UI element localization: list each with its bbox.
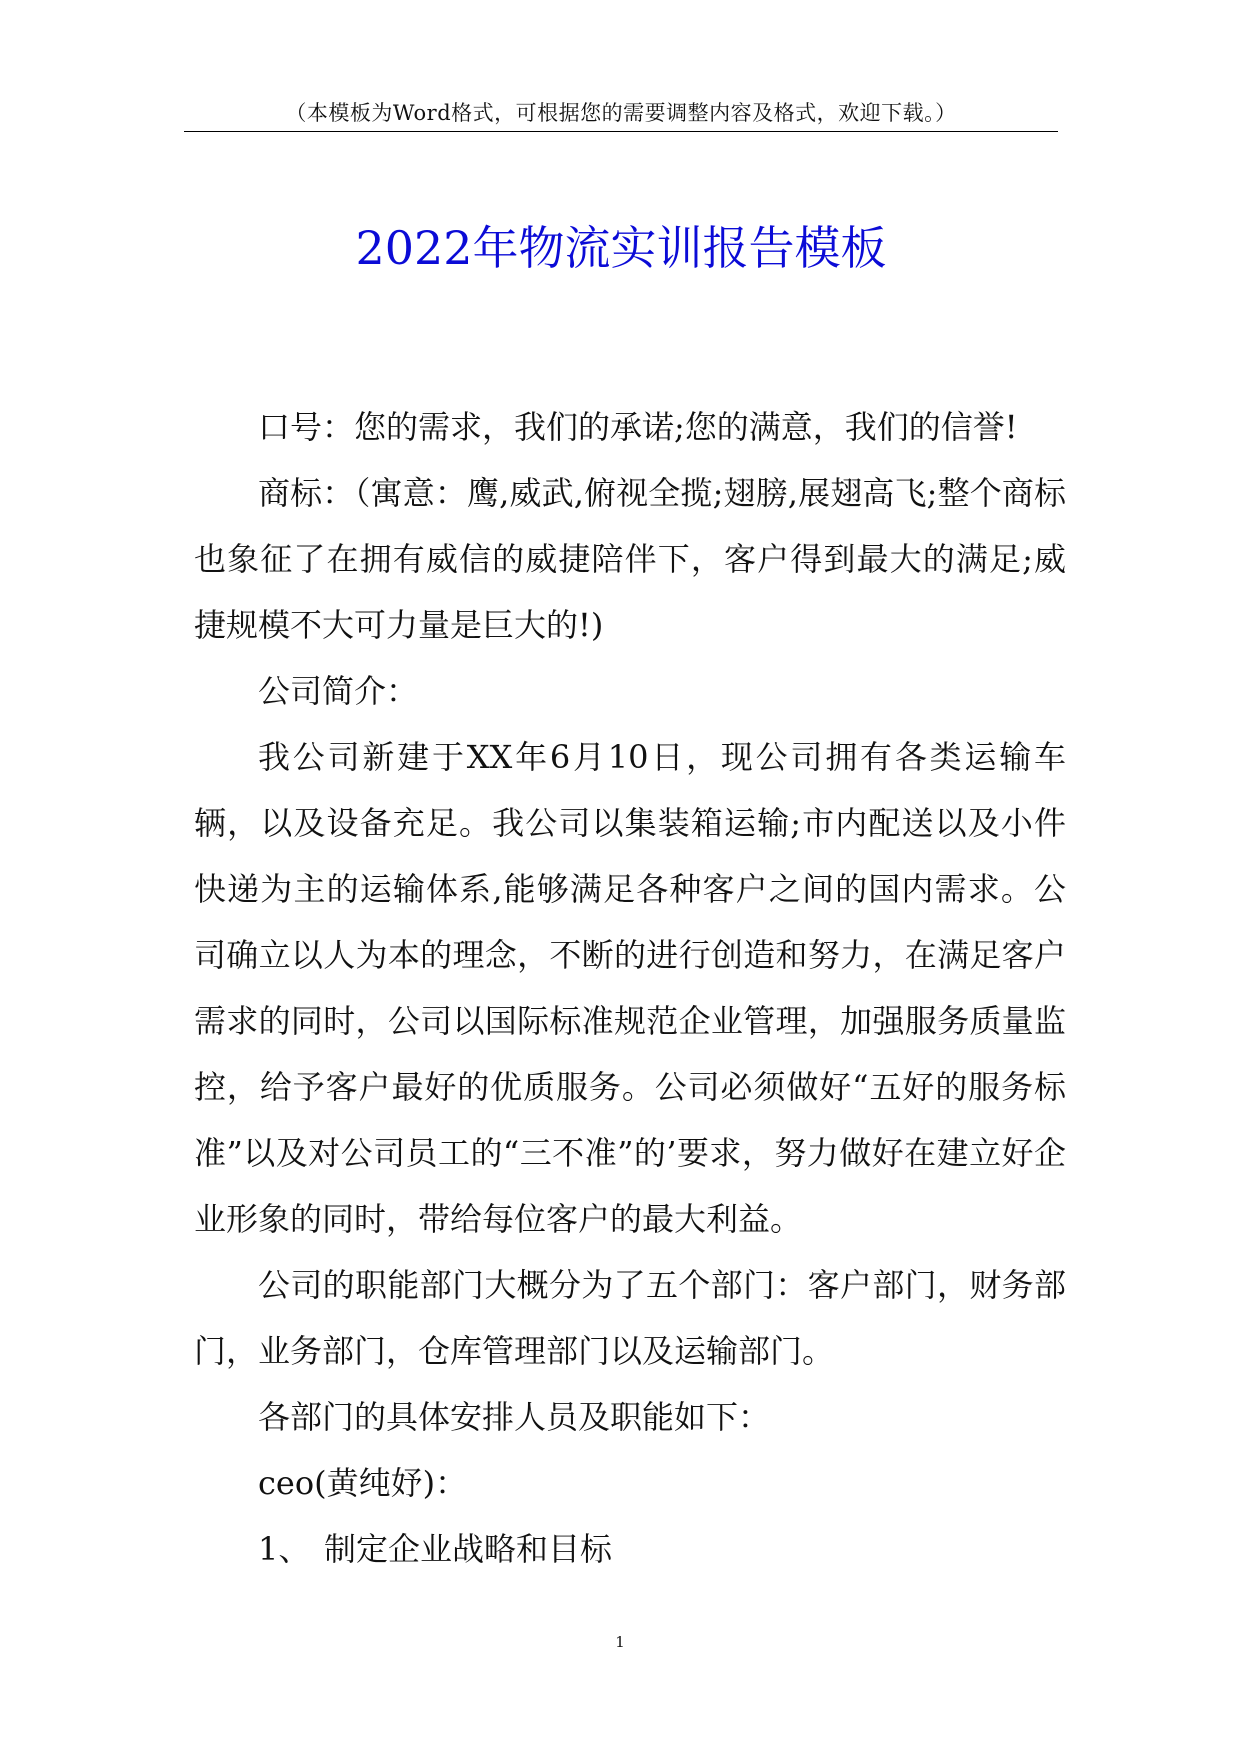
list-item: [194, 1516, 1066, 1582]
staff-arrangement-paragraph: 各部门的具体安排人员及职能如下：: [258, 1398, 771, 1436]
template-note: （本模板为Word格式，可根据您的需要调整内容及格式，欢迎下载。）: [285, 101, 957, 125]
document-body: [194, 394, 1066, 1582]
list-item-text: 制定企业战略和目标: [324, 1530, 613, 1568]
company-intro-heading: 公司简介：: [258, 672, 419, 710]
document-title: 2022年物流实训报告模板: [355, 221, 887, 275]
departments-paragraph: 公司的职能部门大概分为了五个部门：客户部门，财务部门，业务部门，仓库管理部门以及运输部门。: [194, 1266, 1066, 1370]
header-divider: [184, 131, 1058, 132]
trademark-paragraph: 商标：（寓意：鹰,威武,俯视全揽;翅膀,展翅高飞;整个商标也象征了在拥有威信的威捷陪伴下，客户得到最大的满足;威捷规模不大可力量是巨大的!): [194, 474, 1066, 644]
list-item-number: 1、: [258, 1530, 311, 1568]
slogan-paragraph: 口号：您的需求，我们的承诺;您的满意，我们的信誉!: [258, 408, 1018, 446]
company-intro-paragraph: 我公司新建于XX年6月10日，现公司拥有各类运输车辆，以及设备充足。我公司以集装箱运输;市内配送以及小件快递为主的运输体系,能够满足各种客户之间的国内需求。公司确立以人为本的理念，不断的进行创造和努力，在满足客户需求的同时，公司以国际标准规范企业管理，加强服务质量监控，给予客户最好的优质服务。公司必须做好“五好的服务标准”以及对公司员工的“三不准”的’要求，努力做好在建立好企业形象的同时，带给每位客户的最大利益。: [194, 738, 1066, 1238]
ceo-heading: ceo(黄纯妤)：: [258, 1464, 468, 1502]
page-number: 1: [615, 1633, 625, 1651]
